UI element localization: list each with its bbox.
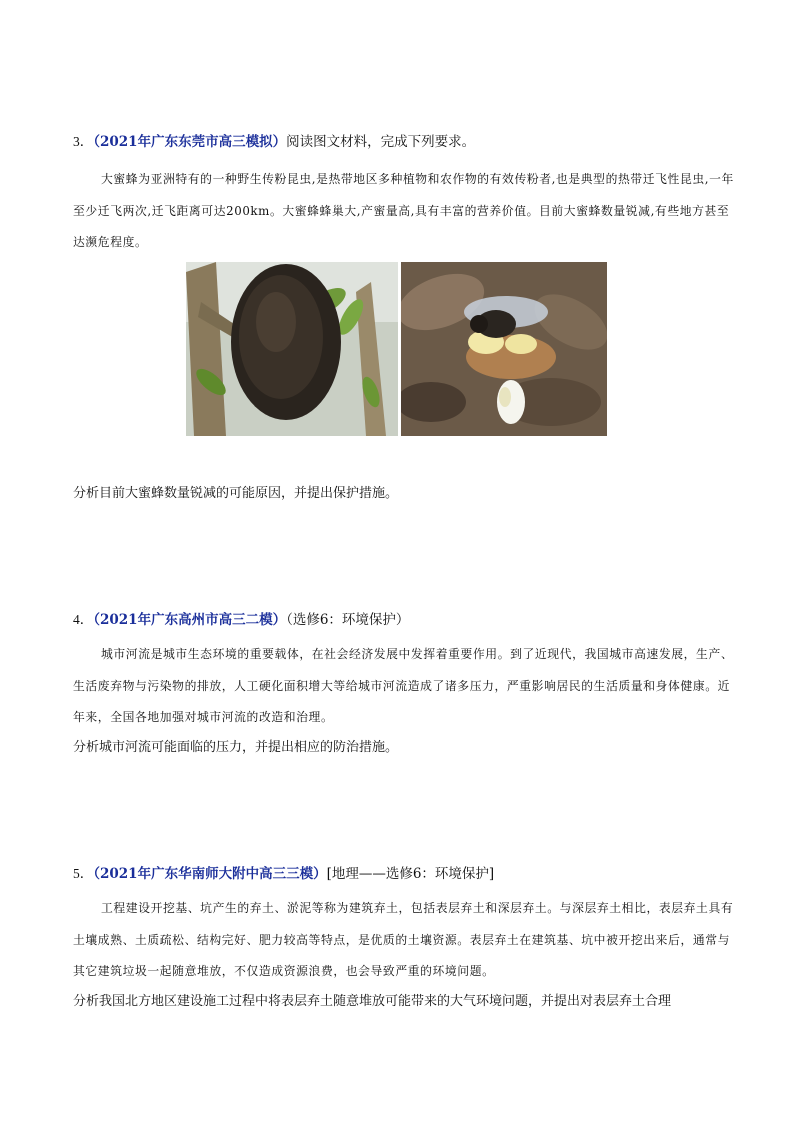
question-3-header [73, 132, 734, 152]
question-3 [73, 132, 734, 259]
question-4-material: 城市河流是城市生态环境的重要载体，在社会经济发展中发挥着重要作用。到了近现代，我国城市高速发展，生产、生活废弃物与污染物的排放，人工硬化面积增大等给城市河流造成了诸多压力，严重影响居民的生活质量和身体健康。近年来，全国各地加强对城市河流的改造和治理。 [73, 647, 734, 724]
question-4-prompt: 分析城市河流可能面临的压力，并提出相应的防治措施。 [73, 739, 399, 755]
question-5-material: 工程建设开挖基、坑产生的弃土、淤泥等称为建筑弃土，包括表层弃土和深层弃土。与深层弃土相比，表层弃土具有土壤成熟、土质疏松、结构完好、肥力较高等特点，是优质的土壤资源。表层弃土在建筑基、坑中被开挖出来后，通常与其它建筑垃圾一起随意堆放，不仅造成资源浪费，也会导致严重的环境问题。 [73, 901, 734, 978]
question-5-tag: [地理——选修6：环境保护] [326, 866, 495, 882]
question-5-prompt: 分析我国北方地区建设施工过程中将表层弃土随意堆放可能带来的大气环境问题，并提出对表层弃土合理 [73, 993, 672, 1009]
question-4-header [73, 610, 734, 630]
question-3-source: （2021年广东东莞市高三模拟） [93, 134, 287, 150]
question-3-number: 3． [73, 134, 94, 149]
honeycomb-photo [186, 262, 398, 436]
question-3-material: 大蜜蜂为亚洲特有的一种野生传粉昆虫,是热带地区多种植物和农作物的有效传粉者,也是典型的热带迁飞性昆虫,一年至少迁飞两次,迁飞距离可达200km。大蜜蜂蜂巢大,产蜜量高,具有丰富的营养价值。目前大蜜蜂数量锐减,有些地方甚至达濒危程度。 [73, 172, 734, 249]
question-4-number: 4． [73, 612, 94, 627]
question-3-prompt: 分析目前大蜜蜂数量锐减的可能原因，并提出保护措施。 [73, 486, 399, 501]
bee-on-flower-photo [401, 262, 607, 436]
question-4-source: （2021年广东高州市高三二模） [93, 612, 287, 628]
question-5 [73, 864, 734, 1012]
question-5-header [73, 864, 734, 884]
question-4-tag: （选修6：环境保护） [286, 612, 410, 628]
question-5-source: （2021年广东华南师大附中高三三模） [93, 866, 327, 882]
question-3-intro: 阅读图文材料，完成下列要求。 [286, 134, 476, 150]
question-4 [73, 610, 734, 758]
question-5-number: 5． [73, 866, 94, 881]
